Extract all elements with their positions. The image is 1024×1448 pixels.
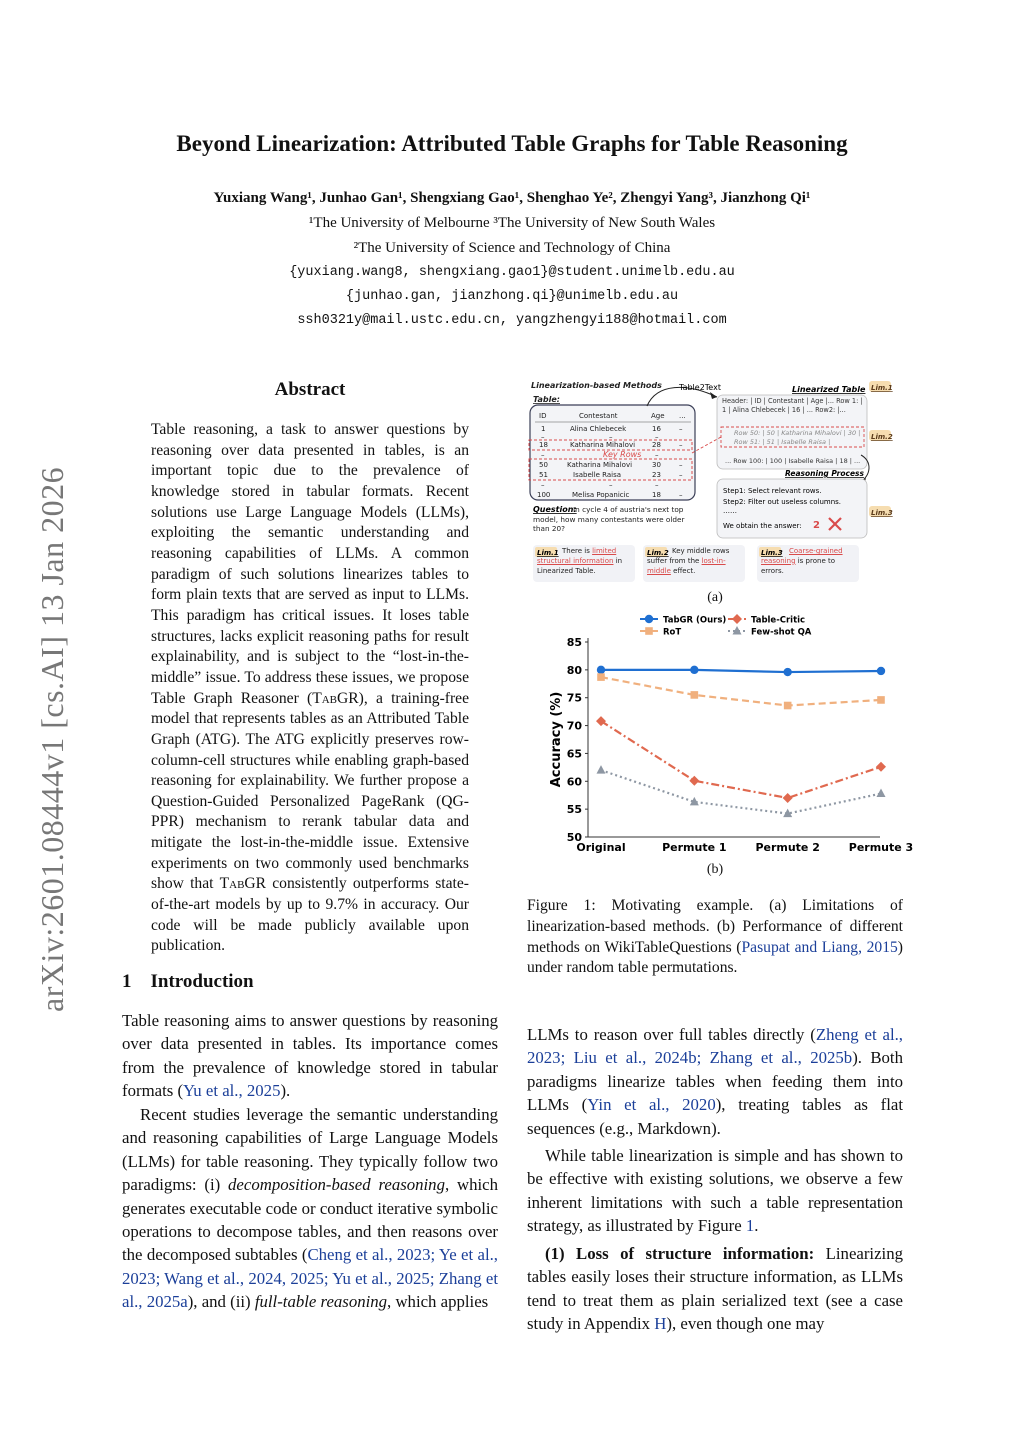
data-point — [597, 673, 605, 681]
y-tick-label: 85 — [566, 636, 582, 649]
data-point — [691, 691, 699, 699]
table2text-label: Table2Text — [679, 383, 721, 392]
row-id: 51 — [539, 471, 548, 479]
lim1-label: Lim.1 — [871, 384, 893, 392]
table-label: Table: — [533, 395, 560, 404]
abstract-heading: Abstract — [274, 379, 346, 400]
reasoning-answer-value: 2 — [813, 520, 820, 531]
methods-title: Linearization-based Methods — [531, 381, 662, 390]
citation-link[interactable]: Yu et al., 2025 — [183, 1081, 281, 1101]
legend-marker — [732, 614, 742, 624]
row-name: Isabelle Raisa — [573, 471, 622, 479]
linearized-row-100: ... Row 100: | 100 | Isabelle Raisa | 18 | ... — [725, 457, 861, 465]
data-point — [877, 789, 886, 798]
reasoning-step-2: Step2: Filter out useless columns. — [723, 498, 842, 506]
lim3-label: Lim.3 — [871, 509, 893, 517]
y-tick-label: 60 — [566, 775, 582, 789]
x-tick-label: Permute 3 — [848, 841, 914, 854]
citation-link[interactable]: Zheng et al., 2023; Liu et al., 2024b; Zhang et al., 2025b — [527, 1025, 904, 1068]
svg-text:–: – — [679, 441, 683, 449]
svg-text:–: – — [609, 433, 613, 441]
y-tick-label: 65 — [566, 747, 582, 761]
lim2-label: Lim.2 — [647, 549, 669, 557]
row-name: Katharina Mihalovi — [570, 441, 636, 449]
figure-ref-link[interactable]: 1 — [745, 1216, 755, 1236]
data-point — [597, 765, 606, 774]
paper-title: Beyond Linearization: Attributed Table Graphs for Table Reasoning — [176, 131, 848, 156]
x-tick-label: Permute 2 — [755, 841, 820, 854]
author-list: Yuxiang Wang¹, Junhao Gan¹, Shengxiang Gao¹, Shenghao Ye², Zhengyi Yang³, Jianzhong Qi¹ — [213, 190, 811, 206]
question-text: In cycle 4 of austria's next top model, how many contestants were older than 20? — [533, 505, 685, 533]
svg-text:–: – — [541, 481, 545, 489]
section-heading-introduction: 1 Introduction — [122, 971, 254, 992]
legend-label: Table-Critic — [751, 615, 806, 626]
legend-marker — [645, 615, 653, 623]
series-line — [601, 677, 881, 705]
svg-text:–: – — [655, 451, 659, 459]
row-name: Alina Chlebecek — [570, 425, 627, 433]
legend-marker — [645, 627, 653, 635]
linearized-row-50: Row 50: | 50 | Katharina Mihalovi | 30 | — [734, 429, 861, 437]
data-point — [784, 702, 792, 710]
reasoning-answer-label: We obtain the answer: — [723, 522, 802, 530]
svg-text:–: – — [679, 471, 683, 479]
svg-text:……: …… — [723, 507, 737, 515]
legend-label: Few-shot QA — [751, 627, 812, 638]
svg-text:–: – — [541, 433, 545, 441]
subfigure-b-label: (b) — [706, 862, 724, 877]
svg-text:–: – — [609, 481, 613, 489]
citation-link[interactable]: Yin et al., 2020 — [587, 1095, 716, 1115]
y-tick-label: 80 — [566, 663, 582, 677]
citation-link[interactable]: Cheng et al., 2023; Ye et al., 2023; Wang et al., 2024, 2025; Yu et al., 2025; Zhang et al., 2025a — [122, 1245, 499, 1312]
question-label: Question: — [533, 505, 577, 514]
data-point — [783, 668, 791, 676]
col-contestant-header: Contestant — [579, 412, 618, 420]
row-name: Melisa Popanicic — [572, 491, 630, 499]
data-point — [876, 762, 886, 772]
row-age: 18 — [652, 491, 661, 499]
intro-paragraph-1: Table reasoning aims to answer questions by reasoning over data presented in tables. Its importance comes from the prevalence of knowledge stored in tabular formats (Yu et al., 2025). — [122, 1011, 498, 1101]
affiliation-line-1: ¹The University of Melbourne ³The University of New South Wales — [308, 215, 716, 231]
figure-1a-diagram — [527, 375, 905, 587]
appendix-ref-link[interactable]: H — [654, 1314, 667, 1334]
linearized-table-title: Linearized Table — [792, 385, 866, 394]
series-line — [601, 670, 881, 672]
row-age: 16 — [652, 425, 661, 433]
email-line-2: {junhao.gan, jianzhong.qi}@unimelb.edu.au — [345, 289, 679, 304]
lim1-summary-text: There is limited structural information in Linearized Table. — [537, 547, 623, 575]
y-tick-label: 70 — [566, 719, 582, 733]
svg-text:–: – — [679, 425, 683, 433]
data-point — [597, 666, 605, 674]
table-ellipsis: ... — [679, 412, 686, 420]
tabgr-name: TabGR — [219, 875, 267, 893]
row-age: 23 — [652, 471, 661, 479]
row-id: 1 — [541, 425, 546, 433]
intro-paragraph-2: Recent studies leverage the semantic understanding and reasoning capabilities of Large Language Models (LLMs) for table reasoning. They typically follow two paradigms: (i) decomposition-based reasoning, which generates executable code or conduct iterative symbolic operations to decompose tables, and then reasons over the decomposed subtables (Cheng et al., 2023; Ye et al., 2023; Wang et al., 2024, 2025; Yu et al., 2025; Zhang et al., 2025a), and (ii) full-table reasoning, which applies — [122, 1105, 499, 1312]
row-age: 30 — [652, 461, 661, 469]
intro-paragraph-right-3: (1) Loss of structure information: Linearizing tables easily loses their structure information, as LLMs tend to treat them as plain serialized text (see a case study in Appendix H), even though one may — [527, 1244, 903, 1334]
x-tick-label: Original — [576, 841, 626, 854]
y-tick-label: 50 — [566, 831, 582, 844]
data-point — [877, 667, 885, 675]
linearized-row-51: Row 51: | 51 | Isabelle Raisa | — [734, 438, 831, 446]
series-line — [601, 770, 881, 813]
legend-label: TabGR (Ours) — [663, 615, 727, 626]
data-point — [690, 666, 698, 674]
tabgr-name: TabGR — [312, 689, 359, 707]
svg-text:–: – — [679, 461, 683, 469]
data-point — [877, 696, 885, 704]
lim3-label: Lim.3 — [761, 549, 783, 557]
email-line-3: ssh0321y@mail.ustc.edu.cn, yangzhengyi188@hotmail.com — [297, 313, 727, 328]
data-point — [783, 793, 793, 803]
y-tick-label: 75 — [566, 691, 582, 705]
intro-paragraph-right-1: LLMs to reason over full tables directly (Zheng et al., 2023; Liu et al., 2024b; Zhang et al., 2025b). Both paradigms linearize tables when feeding them into LLMs (Yin et al., 2020), treating tables as flat sequences (e.g., Markdown). — [527, 1025, 904, 1138]
lim3-summary-text: Coarse-grained reasoning is prone to errors. — [761, 547, 843, 575]
row-age: 28 — [652, 441, 661, 449]
svg-text:–: – — [655, 481, 659, 489]
svg-text:–: – — [679, 491, 683, 499]
lim2-label: Lim.2 — [871, 433, 893, 441]
subfigure-a-label: (a) — [707, 590, 723, 605]
x-tick-label: Permute 1 — [662, 841, 727, 854]
col-age-header: Age — [651, 412, 665, 420]
y-tick-label: 55 — [566, 803, 582, 817]
reasoning-step-1: Step1: Select relevant rows. — [723, 487, 822, 495]
key-rows-label: Key Rows — [603, 450, 642, 459]
row-id: 18 — [539, 441, 548, 449]
lim1-label: Lim.1 — [537, 549, 559, 557]
lim2-summary-text: Key middle rows suffer from the lost-in-middle effect. — [647, 547, 730, 575]
arxiv-side-label: arXiv:2601.08444v1 [cs.AI] 13 Jan 2026 — [34, 466, 70, 1012]
affiliation-line-2: ²The University of Science and Technology of China — [353, 240, 671, 256]
svg-text:–: – — [655, 433, 659, 441]
legend-label: RoT — [663, 627, 682, 638]
intro-paragraph-right-2: While table linearization is simple and has shown to be effective with existing solutions, we observe a few inherent limitations with such a table representation strategy, as illustrated by Figure 1. — [527, 1146, 903, 1236]
citation-link[interactable]: Pasupat and Liang, 2015 — [741, 938, 898, 956]
linearized-header-text: Header: | ID | Contestant | Age |... Row 1: | 1 | Alina Chlebecek | 16 | ... Row2: |... — [722, 397, 863, 414]
figure-1-caption: Figure 1: Motivating example. (a) Limitations of linearization-based methods. (b) Performance of different methods on WikiTableQuestions (Pasupat and Liang, 2015) under random table permutations. — [527, 897, 903, 977]
col-id-header: ID — [539, 412, 547, 420]
email-line-1: {yuxiang.wang8, shengxiang.gao1}@student.unimelb.edu.au — [289, 265, 735, 280]
figure-1b-line-chart — [540, 608, 914, 858]
row-id: 50 — [539, 461, 548, 469]
y-axis-label: Accuracy (%) — [549, 691, 564, 788]
svg-text:–: – — [541, 451, 545, 459]
reasoning-process-title: Reasoning Process — [785, 469, 864, 478]
abstract-body: Table reasoning, a task to answer questions by reasoning over data presented in tables, is an important topic due to the prevalence of knowledge stored in tabular formats. Recent solutions use Large Language Models (LLMs), exploiting the semantic understanding and reasoning capabilities of LLMs. A common paradigm of such solutions linearizes tables to form plain texts that are served as input to LLMs. This paradigm has critical issues. It loses table structures, lacks explicit reasoning paths for result explainability, and is subject to the “lost-in-the-middle” issue. To address these issues, we propose Table Graph Reasoner (TabGR), a training-free model that represents tables as an Attributed Table Graph (ATG). The ATG explicitly preserves row-column-cell structures while enabling graph-based reasoning for explainability. We further propose a Question-Guided Personalized PageRank (QG-PPR) mechanism to rerank tabular data and mitigate the lost-in-the-middle issue. Extensive experiments on two commonly used benchmarks show that TabGR consistently outperforms state-of-the-art models by up to 9.7% in accuracy. Our code will be made publicly available upon publication. — [151, 421, 469, 955]
series-line — [601, 721, 881, 798]
data-point — [689, 776, 699, 786]
row-id: 100 — [537, 491, 551, 499]
row-name: Katharina Mihalovi — [567, 461, 633, 469]
